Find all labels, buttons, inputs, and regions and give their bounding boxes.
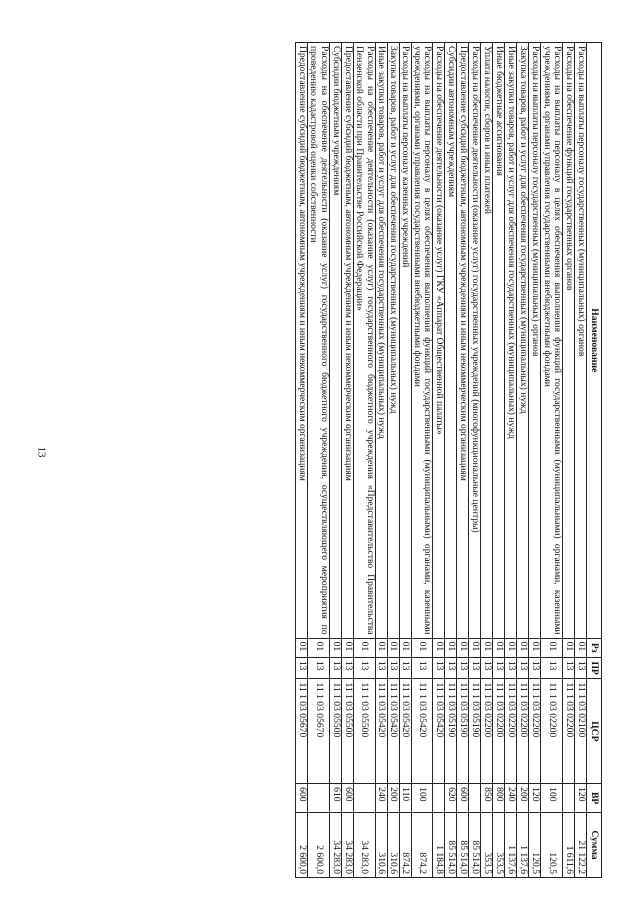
cell-pr: 13 — [517, 657, 529, 679]
cell-csr: 11 1 03 05670 — [296, 679, 308, 784]
cell-sum: 353,5 — [481, 813, 493, 878]
cell-pr: 13 — [411, 657, 433, 679]
table-row — [411, 43, 433, 878]
cell-vr — [353, 784, 375, 813]
cell-rz: 01 — [541, 638, 563, 657]
cell-csr: 11 1 03 02200 — [563, 679, 575, 784]
cell-csr: 11 1 03 05190 — [445, 679, 457, 784]
cell-rz: 01 — [308, 638, 330, 657]
rotated-page — [72, 42, 602, 878]
cell-rz: 01 — [575, 638, 587, 657]
cell-sum: 353,5 — [493, 813, 505, 878]
header-sum: Сумма — [587, 813, 602, 878]
cell-sum: 85 514,0 — [469, 813, 481, 878]
cell-csr: 11 1 03 02200 — [481, 679, 493, 784]
cell-pr: 13 — [353, 657, 375, 679]
cell-rz: 01 — [296, 638, 308, 657]
cell-csr: 11 1 03 05190 — [457, 679, 469, 784]
cell-sum: 21 122,2 — [575, 813, 587, 878]
page-number: 13 — [35, 446, 48, 458]
cell-name: Расходы на выплаты персоналу в целях обеспечения выполнения функций государственными (муниципальными) органами, казенными учреждениями, органами управления государственными внебюджетными фондами — [411, 43, 433, 639]
cell-rz: 01 — [387, 638, 399, 657]
cell-vr: 120 — [575, 784, 587, 813]
cell-rz: 01 — [469, 638, 481, 657]
header-name: Наименование — [587, 43, 602, 639]
table-row — [529, 43, 541, 878]
cell-pr: 13 — [433, 657, 445, 679]
cell-csr: 11 1 03 02100 — [575, 679, 587, 784]
cell-pr: 13 — [541, 657, 563, 679]
table-row — [469, 43, 481, 878]
cell-sum: 874,2 — [399, 813, 411, 878]
cell-pr: 13 — [296, 657, 308, 679]
cell-name: Предоставление субсидий бюджетным, автономным учреждениям и иным некоммерческим организациям — [341, 43, 353, 639]
table-row — [387, 43, 399, 878]
cell-pr: 13 — [399, 657, 411, 679]
table-row — [505, 43, 517, 878]
cell-csr: 11 1 03 05420 — [411, 679, 433, 784]
cell-pr: 13 — [387, 657, 399, 679]
table-row — [375, 43, 387, 878]
cell-vr: 800 — [493, 784, 505, 813]
cell-name: Расходы на обеспечение деятельности (оказание услуг) государственных учреждений (многофункциональные центры) — [469, 43, 481, 639]
cell-rz: 01 — [505, 638, 517, 657]
table-header-row — [587, 43, 602, 878]
cell-sum: 34 283,0 — [341, 813, 353, 878]
cell-name: Субсидии бюджетным учреждениям — [329, 43, 341, 639]
table-row — [457, 43, 469, 878]
cell-name: Иные закупки товаров, работ и услуг для обеспечения государственных (муниципальных) нужд — [505, 43, 517, 639]
cell-vr: 620 — [445, 784, 457, 813]
header-vr: ВР — [587, 784, 602, 813]
cell-pr: 13 — [457, 657, 469, 679]
cell-name: Расходы на выплаты персоналу в целях обеспечения выполнения функций государственными (муниципальными) органами, казенными учреждениями, органами управления государственными внебюджетными фондами — [541, 43, 563, 639]
cell-name: Предоставление субсидий бюджетным, автономным учреждениям и иным некоммерческим организациям — [296, 43, 308, 639]
cell-rz: 01 — [457, 638, 469, 657]
table-row — [341, 43, 353, 878]
cell-csr: 11 1 03 05190 — [469, 679, 481, 784]
cell-rz: 01 — [329, 638, 341, 657]
cell-sum: 85 514,0 — [445, 813, 457, 878]
cell-name: Закупка товаров, работ и услуг для обеспечения государственных (муниципальных) нужд — [387, 43, 399, 639]
cell-name: Расходы на обеспечение деятельности (оказание услуг) государственного бюджетного учреждения «Представительство Правительства Пензенской области при Правительстве Российской Федерации» — [353, 43, 375, 639]
cell-vr: 200 — [387, 784, 399, 813]
cell-name: Расходы на обеспечение функций государственных органов — [563, 43, 575, 639]
header-pr: ПР — [587, 657, 602, 679]
cell-csr: 11 1 03 05500 — [329, 679, 341, 784]
cell-vr: 110 — [399, 784, 411, 813]
table-row — [329, 43, 341, 878]
table-row — [308, 43, 330, 878]
cell-sum: 34 283,0 — [353, 813, 375, 878]
cell-rz: 01 — [481, 638, 493, 657]
cell-pr: 13 — [375, 657, 387, 679]
cell-name: Расходы на выплаты персоналу государственных (муниципальных) органов — [575, 43, 587, 639]
cell-name: Субсидии автономным учреждениям — [445, 43, 457, 639]
cell-rz: 01 — [341, 638, 353, 657]
cell-rz: 01 — [375, 638, 387, 657]
cell-sum: 1 184,8 — [433, 813, 445, 878]
cell-pr: 13 — [445, 657, 457, 679]
cell-name: Закупка товаров, работ и услуг для обеспечения государственных (муниципальных) нужд — [517, 43, 529, 639]
cell-vr: 240 — [505, 784, 517, 813]
header-rz: Рз — [587, 638, 602, 657]
table-row — [493, 43, 505, 878]
cell-sum: 120,5 — [529, 813, 541, 878]
cell-vr: 100 — [541, 784, 563, 813]
cell-vr: 200 — [517, 784, 529, 813]
table-row — [481, 43, 493, 878]
cell-sum: 310,6 — [375, 813, 387, 878]
cell-pr: 13 — [469, 657, 481, 679]
cell-rz: 01 — [399, 638, 411, 657]
cell-rz: 01 — [493, 638, 505, 657]
cell-sum: 2 600,0 — [296, 813, 308, 878]
cell-csr: 11 1 03 05420 — [433, 679, 445, 784]
table-row — [433, 43, 445, 878]
cell-sum: 2 600,0 — [308, 813, 330, 878]
cell-rz: 01 — [445, 638, 457, 657]
cell-csr: 11 1 03 05420 — [387, 679, 399, 784]
table-row — [399, 43, 411, 878]
cell-csr: 11 1 03 05500 — [353, 679, 375, 784]
table-row — [296, 43, 308, 878]
cell-csr: 11 1 03 02200 — [529, 679, 541, 784]
cell-csr: 11 1 03 05670 — [308, 679, 330, 784]
table-row — [575, 43, 587, 878]
table-row — [541, 43, 563, 878]
cell-name: Уплата налогов, сборов и иных платежей — [481, 43, 493, 639]
cell-vr — [433, 784, 445, 813]
cell-vr: 100 — [411, 784, 433, 813]
cell-vr: 600 — [457, 784, 469, 813]
cell-name: Иные бюджетные ассигнования — [493, 43, 505, 639]
cell-pr: 13 — [329, 657, 341, 679]
cell-rz: 01 — [353, 638, 375, 657]
cell-sum: 120,5 — [541, 813, 563, 878]
cell-sum: 874,2 — [411, 813, 433, 878]
cell-vr — [563, 784, 575, 813]
cell-name: Иные закупки товаров, работ и услуг для обеспечения государственных (муниципальных) нужд — [375, 43, 387, 639]
cell-pr: 13 — [575, 657, 587, 679]
cell-csr: 11 1 03 02200 — [517, 679, 529, 784]
cell-name: Расходы на выплаты персоналу государственных (муниципальных) органов — [529, 43, 541, 639]
table-row — [445, 43, 457, 878]
cell-name: Расходы на обеспечение деятельности (оказание услуг) ГКУ «Аппарат Общественной палаты» — [433, 43, 445, 639]
cell-vr — [469, 784, 481, 813]
cell-vr: 600 — [341, 784, 353, 813]
cell-csr: 11 1 03 02200 — [493, 679, 505, 784]
cell-rz: 01 — [411, 638, 433, 657]
cell-pr: 13 — [529, 657, 541, 679]
budget-table — [295, 42, 602, 878]
cell-rz: 01 — [517, 638, 529, 657]
cell-csr: 11 1 03 05500 — [341, 679, 353, 784]
table-row — [517, 43, 529, 878]
cell-sum: 1 137,6 — [505, 813, 517, 878]
cell-name: Расходы на выплаты персоналу казенных учреждений — [399, 43, 411, 639]
cell-csr: 11 1 03 05420 — [399, 679, 411, 784]
cell-vr: 120 — [529, 784, 541, 813]
header-csr: ЦСР — [587, 679, 602, 784]
cell-sum: 85 514,0 — [457, 813, 469, 878]
cell-vr: 600 — [296, 784, 308, 813]
cell-sum: 1 137,6 — [517, 813, 529, 878]
cell-vr — [308, 784, 330, 813]
cell-rz: 01 — [433, 638, 445, 657]
cell-vr: 850 — [481, 784, 493, 813]
cell-sum: 1 611,6 — [563, 813, 575, 878]
cell-vr: 240 — [375, 784, 387, 813]
cell-sum: 34 283,0 — [329, 813, 341, 878]
cell-csr: 11 1 03 02200 — [541, 679, 563, 784]
table-row — [563, 43, 575, 878]
cell-pr: 13 — [308, 657, 330, 679]
cell-pr: 13 — [563, 657, 575, 679]
table-row — [353, 43, 375, 878]
cell-pr: 13 — [493, 657, 505, 679]
cell-vr: 610 — [329, 784, 341, 813]
cell-rz: 01 — [563, 638, 575, 657]
cell-csr: 11 1 03 02200 — [505, 679, 517, 784]
cell-pr: 13 — [505, 657, 517, 679]
cell-pr: 13 — [481, 657, 493, 679]
cell-name: Предоставление субсидий бюджетным, автономным учреждениям и иным некоммерческим организациям — [457, 43, 469, 639]
cell-pr: 13 — [341, 657, 353, 679]
cell-rz: 01 — [529, 638, 541, 657]
table-body — [296, 43, 587, 878]
cell-sum: 310,6 — [387, 813, 399, 878]
cell-csr: 11 1 03 05420 — [375, 679, 387, 784]
cell-name: Расходы на обеспечение деятельности (оказание услуг) государственного бюджетного учреждения, осуществляющего мероприятия по проведению кадастровой оценки собственности — [308, 43, 330, 639]
